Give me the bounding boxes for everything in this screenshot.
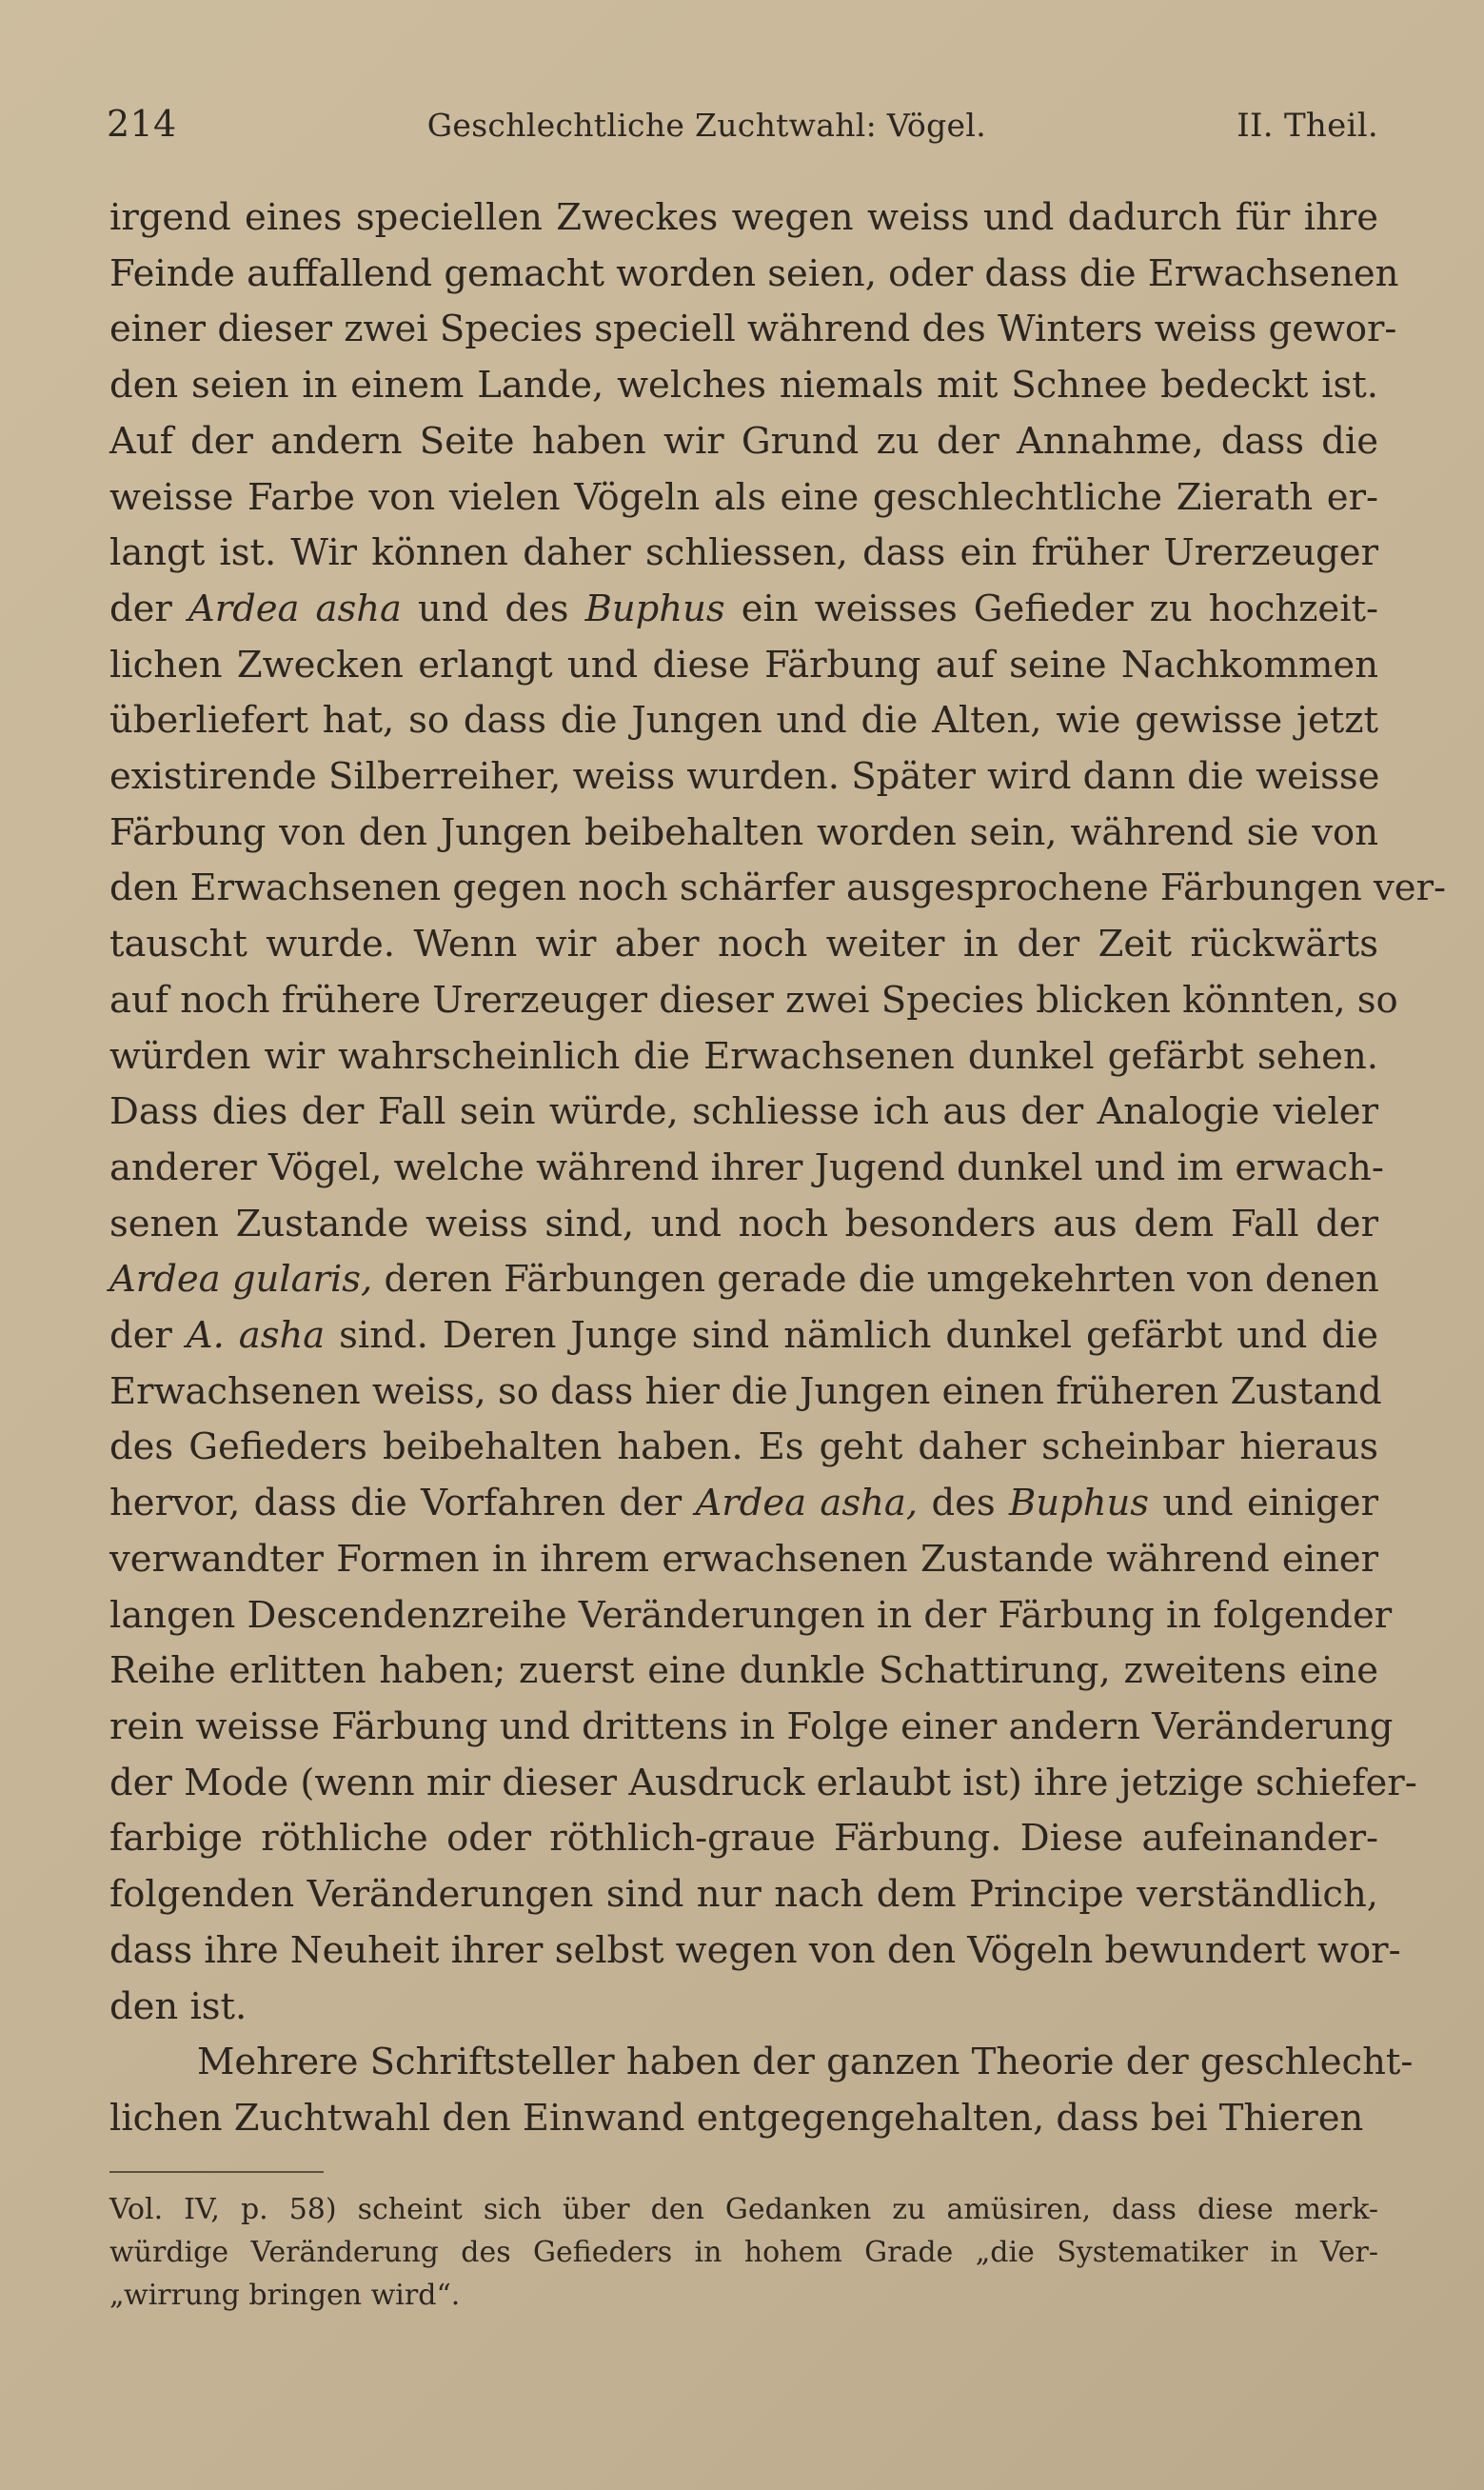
text-line: der Ardea asha und des Buphus ein weisses Gefieder zu hochzeit-: [109, 587, 1378, 630]
species-name: Ardea asha,: [695, 1482, 919, 1525]
running-title: Geschlechtliche Zuchtwahl: Vögel.: [426, 107, 986, 144]
text-line: weisse Farbe von vielen Vögeln als eine geschlechtliche Zierath er-: [109, 475, 1378, 519]
text-line: anderer Vögel, welche während ihrer Jugend dunkel und im erwach-: [109, 1145, 1384, 1189]
text-line: dass ihre Neuheit ihrer selbst wegen von den Vögeln bewundert wor-: [109, 1928, 1401, 1972]
body-text: [109, 190, 1446, 2147]
text-line: rein weisse Färbung und drittens in Folge einer andern Veränderung: [109, 1704, 1394, 1748]
text-line: würden wir wahrscheinlich die Erwachsenen dunkel gefärbt sehen.: [109, 1034, 1378, 1078]
footnote-line: Vol. IV, p. 58) scheint sich über den Gedanken zu amüsiren, dass diese merk-: [109, 2193, 1378, 2226]
text-line: der A. asha sind. Deren Junge sind nämlich dunkel gefärbt und die: [109, 1314, 1379, 1358]
text-line: Reihe erlitten haben; zuerst eine dunkle Schattirung, zweitens eine: [109, 1649, 1378, 1693]
species-name: Buphus: [584, 587, 725, 630]
part-label: II. Theil.: [1237, 107, 1378, 145]
text-line: Dass dies der Fall sein würde, schliesse ich aus der Analogie vieler: [109, 1090, 1378, 1134]
text-line: der Mode (wenn mir dieser Ausdruck erlaubt ist) ihre jetzige schiefer-: [109, 1761, 1417, 1804]
text-line: auf noch frühere Urerzeuger dieser zwei Species blicken könnten, so: [109, 978, 1398, 1022]
text-line: lichen Zwecken erlangt und diese Färbung auf seine Nachkommen: [109, 643, 1378, 687]
text-line: den Erwachsenen gegen noch schärfer ausgesprochene Färbungen ver-: [109, 867, 1446, 910]
text-line: den ist.: [109, 1984, 247, 2028]
text-line: hervor, dass die Vorfahren der Ardea asha, des Buphus und einiger: [109, 1482, 1378, 1525]
species-name: Ardea asha: [188, 587, 402, 630]
text-line: existirende Silberreiher, weiss wurden. Später wird dann die weisse: [109, 755, 1380, 799]
text-line: Feinde auffallend gemacht worden seien, oder dass die Erwachsenen: [109, 251, 1399, 295]
text-line: einer dieser zwei Species speciell während des Winters weiss gewor-: [109, 308, 1397, 351]
footnote-line: würdige Veränderung des Gefieders in hohem Grade „die Systematiker in Ver-: [109, 2236, 1378, 2269]
text-line: irgend eines speciellen Zweckes wegen weiss und dadurch für ihre: [109, 196, 1378, 239]
text-line: langen Descendenzreihe Veränderungen in der Färbung in folgender: [109, 1593, 1393, 1637]
species-name: Ardea gularis,: [109, 1258, 373, 1302]
species-name: A. asha: [186, 1314, 326, 1358]
page-number: 214: [107, 103, 177, 145]
text-line: folgenden Veränderungen sind nur nach dem Principe verständlich,: [109, 1873, 1378, 1917]
text-line: farbige röthliche oder röthlich-graue Färbung. Diese aufeinander-: [109, 1817, 1378, 1861]
footnote-rule: [109, 2171, 324, 2173]
text-line: Auf der andern Seite haben wir Grund zu der Annahme, dass die: [109, 419, 1378, 463]
text-line: Mehrere Schriftsteller haben der ganzen Theorie der geschlecht-: [197, 2041, 1414, 2084]
text-line: des Gefieders beibehalten haben. Es geht daher scheinbar hieraus: [109, 1425, 1378, 1469]
text-line: langt ist. Wir können daher schliessen, dass ein früher Urerzeuger: [109, 531, 1378, 575]
footnote: [109, 2188, 1378, 2317]
text-line: überliefert hat, so dass die Jungen und die Alten, wie gewisse jetzt: [109, 699, 1378, 743]
text-line: den seien in einem Lande, welches niemals mit Schnee bedeckt ist.: [109, 364, 1378, 408]
running-head: [107, 103, 1378, 160]
text-line: senen Zustande weiss sind, und noch besonders aus dem Fall der: [109, 1202, 1378, 1245]
text-line: Erwachsenen weiss, so dass hier die Jungen einen früheren Zustand: [109, 1369, 1382, 1413]
text-line: tauscht wurde. Wenn wir aber noch weiter in der Zeit rückwärts: [109, 923, 1378, 966]
text-line: verwandter Formen in ihrem erwachsenen Zustande während einer: [109, 1537, 1378, 1581]
footnote-line: „wirrung bringen wird“.: [109, 2279, 461, 2312]
species-name: Buphus: [1008, 1482, 1150, 1525]
text-line: Ardea gularis, deren Färbungen gerade die umgekehrten von denen: [109, 1258, 1379, 1302]
text-line: Färbung von den Jungen beibehalten worden sein, während sie von: [109, 810, 1378, 854]
text-line: lichen Zuchtwahl den Einwand entgegengehalten, dass bei Thieren: [109, 2096, 1364, 2140]
